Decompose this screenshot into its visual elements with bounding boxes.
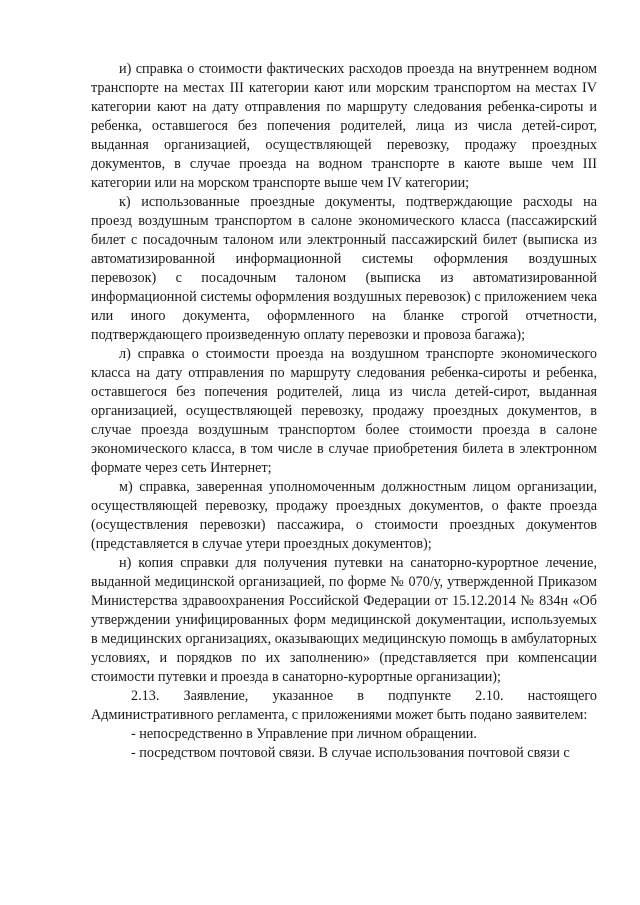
document-page <box>91 60 597 763</box>
bullet-in-person: - непосредственно в Управление при личном обращении. <box>131 726 477 742</box>
bullet-by-mail: - посредством почтовой связи. В случае использования почтовой связи с <box>131 745 570 761</box>
paragraph-l: л) справка о стоимости проезда на воздушном транспорте экономического класса на дату отправления по маршруту следования ребенка-сироты и ребенка, оставшегося без попечения родителей, лица из числа детей-сирот, выданная организацией, осуществляющей перевозку, продажу проездных документов, в случае проезда воздушным транспортом более стоимости проезда в салоне экономического класса, в том числе в случае приобретения билета в электронном формате через сеть Интернет; <box>91 346 597 476</box>
paragraph-k: к) использованные проездные документы, подтверждающие расходы на проезд воздушным транспортом в салоне экономического класса (пассажирский билет с посадочным талоном или электронный пассажирский билет (выписка из автоматизированной информационной системы оформления воздушных перевозок) с посадочным талоном (выписка из автоматизированной информационной системы оформления воздушных перевозок) с приложением чека или иного документа, оформленного на бланке строгой отчетности, подтверждающего произведенную оплату перевозки и провоза багажа); <box>91 194 597 343</box>
paragraph-2-13: 2.13. Заявление, указанное в подпункте 2.10. настоящего Административного регламента, с приложениями может быть подано заявителем: <box>91 688 597 723</box>
paragraph-m: м) справка, заверенная уполномоченным должностным лицом организации, осуществляющей перевозку, продажу проездных документов, о факте проезда (осуществления перевозки) пассажира, о стоимости проездных документов (представляется в случае утери проездных документов); <box>91 479 597 552</box>
paragraph-n: н) копия справки для получения путевки на санаторно-курортное лечение, выданной медицинской организацией, по форме № 070/у, утвержденной Приказом Министерства здравоохранения Российской Федерации от 15.12.2014 № 834н «Об утверждении унифицированных форм медицинской документации, используемых в медицинских организациях, оказывающих медицинскую помощь в амбулаторных условиях, и порядков по их заполнению» (представляется при компенсации стоимости путевки и проезда в санаторно-курортные организации); <box>91 555 597 685</box>
paragraph-i: и) справка о стоимости фактических расходов проезда на внутреннем водном транспорте на местах III категории кают или морским транспортом на местах IV категории кают на дату отправления по маршруту следования ребенка-сироты и ребенка, оставшегося без попечения родителей, лица из числа детей-сирот, выданная организацией, осуществляющей перевозку, продажу проездных документов, в случае проезда на водном транспорте в каюте выше чем III категории или на морском транспорте выше чем IV категории; <box>91 61 597 191</box>
